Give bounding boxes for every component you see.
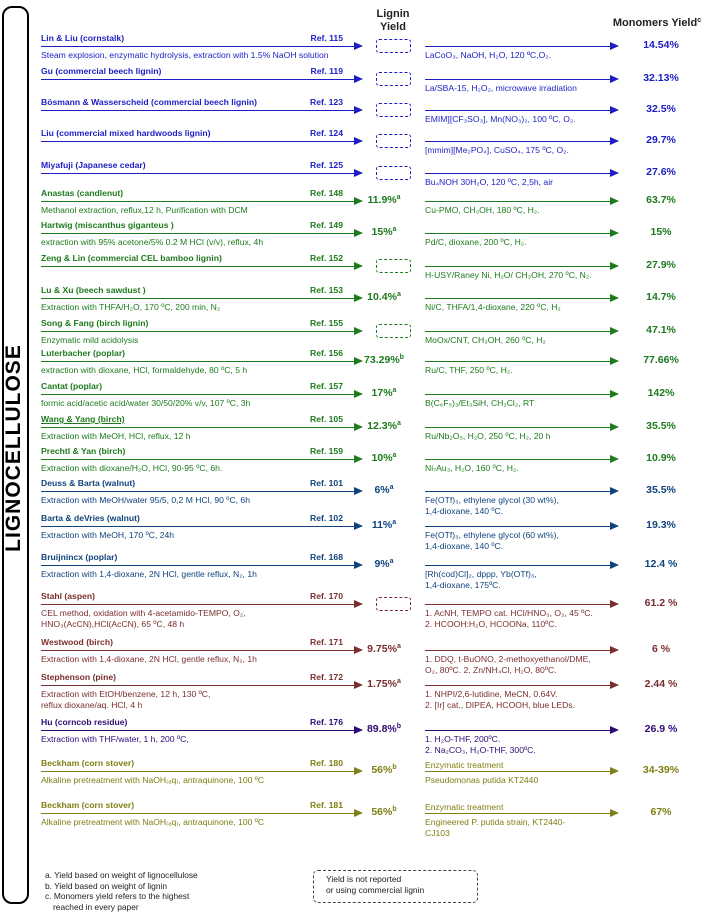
condition-text: [Rh(cod)Cl]₂, dppp, Yb(OTf)₃, (425, 569, 537, 579)
depolymerization-arrow (425, 685, 610, 686)
monomers-yield: 2.44 % (644, 678, 678, 690)
lignin-yield (345, 806, 423, 818)
lignin-yield (345, 558, 423, 570)
monomers-yield: 29.7% (646, 134, 676, 146)
depolymerization-arrow (425, 650, 610, 651)
extraction-text-2: HNO₃(AcCN),HCl(AcCN), 65 ºC, 48 h (41, 619, 185, 629)
depolymerization-arrow (425, 298, 610, 299)
monomers-yield: 142% (647, 387, 675, 399)
legend-line2: or using commercial lignin (326, 884, 425, 895)
lignin-yield-note: a (396, 643, 401, 650)
lignin-yield-note: a (396, 420, 401, 427)
lignin-yield (345, 643, 423, 655)
condition-text-2: 2. Na₂CO₃, H₂O-THF, 300ºC. (425, 745, 536, 755)
row-ref: Ref. 168 (310, 552, 343, 562)
lignin-yield (345, 764, 423, 776)
footnote-b: b. Yield based on weight of lignin (45, 880, 167, 891)
extraction-text: formic acid/acetic acid/water 30/50/20% v/v, 107 ºC, 3h (41, 398, 251, 408)
monomers-yield: 32.5% (646, 103, 676, 115)
monomers-yield: 6 % (651, 643, 671, 655)
row-name: Barta & deVries (walnut) (41, 513, 140, 523)
row-name: Westwood (birch) (41, 637, 113, 647)
yield-not-reported-box (376, 324, 411, 338)
monomers-yield-header-text: Monomers Yield (612, 17, 698, 29)
extraction-arrow (41, 394, 354, 395)
footnote-a: a. Yield based on weight of lignocellulose (45, 870, 198, 880)
condition-text: 1. AcNH, TEMPO cat. HCl/HNO₃, O₂, 45 ºC. (425, 608, 593, 618)
condition-text-2: 2. HCOOH:H₂O, HCOONa, 110ºC. (425, 619, 557, 629)
row-name: Bösmann & Wasserscheid (commercial beech lignin) (41, 97, 258, 107)
condition-above: Enzymatic treatment (425, 760, 504, 770)
row-ref: Ref. 180 (310, 758, 343, 768)
footnotes (45, 870, 198, 912)
extraction-arrow (41, 459, 354, 460)
extraction-text: Extraction with MeOH/water 95/5, 0,2 M HCl, 90 ºC, 6h (41, 495, 250, 505)
extraction-arrow (41, 141, 354, 142)
row-ref: Ref. 171 (310, 637, 343, 647)
lignin-yield-header-line2: Yield (380, 21, 406, 33)
monomers-yield-header-sup: c (697, 17, 702, 24)
lignin-yield-note: a (392, 387, 397, 394)
footnote-c: c. Monomers yield refers to the highest (45, 891, 190, 902)
condition-text-2: 1,4-dioxane, 140 ºC. (425, 506, 504, 516)
condition-text: Pd/C, dioxane, 200 ºC, H₂. (425, 237, 527, 247)
yield-not-reported-box (376, 103, 411, 117)
row-ref: Ref. 156 (310, 348, 343, 358)
depolymerization-arrow (425, 394, 610, 395)
condition-above: Enzymatic treatment (425, 802, 504, 812)
row-name: Anastas (candlenut) (41, 188, 124, 198)
depolymerization-arrow (425, 141, 610, 142)
monomers-yield: 34-39% (642, 764, 680, 776)
lignin-yield-value: 9% (374, 558, 390, 570)
lignin-yield-note: b (399, 354, 404, 361)
lignin-yield-value: 1.75% (367, 678, 397, 690)
row-ref: Ref. 149 (310, 220, 343, 230)
yield-not-reported-box (376, 72, 411, 86)
lignin-yield-note: a (389, 558, 394, 565)
lignin-yield-value: 10% (371, 452, 393, 464)
row-ref: Ref. 115 (310, 33, 343, 43)
condition-text-2: 2. [Ir] cat., DIPEA, HCOOH, blue LEDs. (425, 700, 575, 710)
monomers-yield: 19.3% (646, 519, 676, 531)
monomers-yield-header (602, 17, 710, 30)
lignin-yield-note: a (396, 678, 401, 685)
monomers-yield: 15% (650, 226, 672, 238)
row-name: Deuss & Barta (walnut) (41, 478, 136, 488)
lignin-yield (345, 484, 423, 496)
extraction-text: Extraction with EtOH/benzene, 12 h, 130 ºC, (41, 689, 211, 699)
depolymerization-arrow (425, 565, 610, 566)
monomers-yield: 35.5% (646, 420, 676, 432)
monomers-yield: 63.7% (646, 194, 676, 206)
yield-not-reported-box (376, 39, 411, 53)
condition-text: Fe(OTf)₃, ethylene glycol (30 wt%), (425, 495, 559, 505)
monomers-yield: 47.1% (646, 324, 676, 336)
condition-text-2: O₂, 80ºC. 2. Zn/NH₄Cl, H₂O, 80ºC. (425, 665, 557, 675)
lignin-yield-value: 9.75% (367, 643, 397, 655)
lignin-yield-note: a (389, 484, 394, 491)
extraction-arrow (41, 685, 354, 686)
extraction-text: Enzymatic mild acidolysis (41, 335, 139, 345)
extraction-text: Extraction with THFA/H₂O, 170 ºC, 200 min, N₂ (41, 302, 221, 312)
row-name: Stephenson (pine) (41, 672, 116, 682)
depolymerization-arrow (425, 604, 610, 605)
extraction-text: extraction with dioxane, HCl, formaldehyde, 80 ºC, 5 h (41, 365, 248, 375)
condition-text: [mmim][Me₂PO₄], CuSO₄, 175 ºC, O₂. (425, 145, 569, 155)
depolymerization-arrow (425, 79, 610, 80)
row-name: Lin & Liu (cornstalk) (41, 33, 125, 43)
condition-text: Ni/C, THFA/1,4-dioxane, 220 ºC, H₂ (425, 302, 561, 312)
row-name: Cantat (poplar) (41, 381, 103, 391)
row-ref: Ref. 123 (310, 97, 343, 107)
extraction-text: Alkaline pretreatment with NaOH₍ₐq₎, antraquinone, 100 ºC (41, 775, 265, 785)
extraction-arrow (41, 565, 354, 566)
row-ref: Ref. 102 (310, 513, 343, 523)
row-name: Luterbacher (poplar) (41, 348, 126, 358)
extraction-arrow (41, 79, 354, 80)
row-name: Beckham (corn stover) (41, 758, 135, 768)
extraction-text: Extraction with THF/water, 1 h, 200 ºC, (41, 734, 189, 744)
row-name: Liu (commercial mixed hardwoods lignin) (41, 128, 211, 138)
extraction-arrow (41, 427, 354, 428)
footnote-c-cont: reached in every paper (53, 901, 139, 912)
lignin-yield (345, 226, 423, 238)
monomers-yield: 67% (650, 806, 672, 818)
monomers-yield: 14.7% (646, 291, 676, 303)
extraction-arrow (41, 233, 354, 234)
extraction-text: Alkaline pretreatment with NaOH₍ₐq₎, antraquinone, 100 ºC (41, 817, 265, 827)
legend-box (313, 870, 478, 903)
extraction-arrow (41, 730, 354, 731)
condition-text: La/SBA-15, H₂O₂, microwave irradiation (425, 83, 577, 93)
extraction-arrow (41, 604, 354, 605)
row-ref: Ref. 101 (310, 478, 343, 488)
condition-text: 1. NHPI/2,6-lutidine, MeCN, 0.64V. (425, 689, 558, 699)
row-ref: Ref. 148 (310, 188, 343, 198)
condition-text: Bu₄NOH 30H₂O, 120 ºC, 2,5h, air (425, 177, 553, 187)
extraction-text: Extraction with MeOH, HCl, reflux, 12 h (41, 431, 191, 441)
condition-text: Engineered P. putida strain, KT2440- (425, 817, 566, 827)
lignin-yield (345, 420, 423, 432)
extraction-arrow (41, 46, 354, 47)
extraction-arrow (41, 771, 354, 772)
extraction-text: Extraction with dioxane/H₂O, HCl, 90-95 ºC, 6h. (41, 463, 223, 473)
monomers-yield: 26.9 % (644, 723, 678, 735)
monomers-yield: 10.9% (646, 452, 676, 464)
extraction-arrow (41, 331, 354, 332)
depolymerization-arrow (425, 427, 610, 428)
yield-not-reported-box (376, 597, 411, 611)
row-ref: Ref. 159 (310, 446, 343, 456)
lignin-yield-value: 56% (371, 806, 393, 818)
row-name: Lu & Xu (beech sawdust ) (41, 285, 146, 295)
row-ref: Ref. 119 (310, 66, 343, 76)
extraction-arrow (41, 491, 354, 492)
monomers-yield: 12.4 % (644, 558, 678, 570)
lignin-yield-note: a (396, 291, 401, 298)
row-ref: Ref. 125 (310, 160, 343, 170)
lignin-yield-note: a (392, 519, 397, 526)
lignin-yield (345, 723, 423, 735)
lignin-yield-value: 10.4% (367, 291, 397, 303)
extraction-text: Extraction with 1,4-dioxane, 2N HCl, gentle reflux, N₂, 1h (41, 654, 257, 664)
condition-text-2: 1,4-dioxane, 140 ºC. (425, 541, 504, 551)
monomers-yield: 27.6% (646, 166, 676, 178)
extraction-arrow (41, 110, 354, 111)
depolymerization-arrow (425, 813, 610, 814)
lignocellulose-label: LIGNOCELLULOSE (2, 344, 25, 552)
extraction-text: CEL method, oxidation with 4-acetamido-TEMPO, O₂, (41, 608, 246, 618)
depolymerization-arrow (425, 46, 610, 47)
condition-text: Ru/C, THF, 250 ºC, H₂. (425, 365, 513, 375)
lignin-yield-value: 11.9% (367, 194, 397, 206)
condition-text: EMIM][CF₃SO₃], Mn(NO₃)₂, 100 ºC, O₂. (425, 114, 576, 124)
row-name: Zeng & Lin (commercial CEL bamboo lignin) (41, 253, 222, 263)
depolymerization-arrow (425, 331, 610, 332)
condition-text: LaCoO₃, NaOH, H₂O, 120 ºC,O₂. (425, 50, 552, 60)
depolymerization-arrow (425, 201, 610, 202)
depolymerization-arrow (425, 491, 610, 492)
row-ref: Ref. 124 (310, 128, 343, 138)
extraction-arrow (41, 173, 354, 174)
row-name: Hu (corncob residue) (41, 717, 128, 727)
lignin-yield (345, 194, 423, 206)
lignin-yield-note: a (396, 194, 401, 201)
depolymerization-arrow (425, 110, 610, 111)
condition-text: Fe(OTf)₃, ethylene glycol (60 wt%), (425, 530, 559, 540)
lignin-yield-value: 56% (371, 764, 393, 776)
condition-text-2: CJ103 (425, 828, 450, 838)
condition-text: Ni₇Au₃, H₂O, 160 ºC, H₂. (425, 463, 519, 473)
lignin-yield (345, 519, 423, 531)
extraction-text-2: reflux dioxane/aq. HCl, 4 h (41, 700, 143, 710)
depolymerization-arrow (425, 233, 610, 234)
extraction-arrow (41, 298, 354, 299)
extraction-arrow (41, 650, 354, 651)
legend-line1: Yield is not reported (326, 874, 402, 884)
condition-text: Pseudomonas putida KT2440 (425, 775, 539, 785)
extraction-arrow (41, 813, 354, 814)
row-name: Beckham (corn stover) (41, 800, 135, 810)
depolymerization-arrow (425, 361, 610, 362)
lignin-yield (345, 387, 423, 399)
row-ref: Ref. 170 (310, 591, 343, 601)
depolymerization-arrow (425, 771, 610, 772)
depolymerization-arrow (425, 459, 610, 460)
condition-text: 1. H₂O-THF, 200ºC. (425, 734, 501, 744)
extraction-arrow (41, 266, 354, 267)
lignin-yield-value: 89.8% (366, 723, 397, 735)
extraction-text: Extraction with 1,4-dioxane, 2N HCl, gentle reflux, N₂, 1h (41, 569, 257, 579)
lignin-yield-header (362, 8, 424, 34)
lignin-yield (345, 452, 423, 464)
extraction-text: extraction with 95% acetone/5% 0.2 M HCl (v/v), reflux, 4h (41, 237, 264, 247)
lignin-yield (345, 354, 423, 366)
lignin-yield-value: 73.29% (364, 354, 400, 366)
row-name: Miyafuji (Japanese cedar) (41, 160, 146, 170)
lignin-yield-value: 17% (371, 387, 393, 399)
condition-text: Ru/Nb₂O₅, H₂O, 250 ºC, H₂, 20 h (425, 431, 551, 441)
lignin-yield-note: a (392, 452, 397, 459)
row-ref: Ref. 176 (310, 717, 343, 727)
lignin-yield-note: a (392, 226, 397, 233)
monomers-yield: 77.66% (643, 354, 679, 366)
row-ref: Ref. 181 (310, 800, 343, 810)
monomers-yield: 61.2 % (644, 597, 678, 609)
lignin-yield-header-line1: Lignin (376, 8, 410, 20)
condition-text: H-USY/Raney Ni, H₂O/ CH₃OH, 270 ºC, N₂. (425, 270, 592, 280)
row-name: Stahl (aspen) (41, 591, 95, 601)
yield-not-reported-box (376, 166, 411, 180)
lignin-yield-note: b (392, 764, 397, 771)
monomers-yield: 14.54% (643, 39, 679, 51)
row-name: Hartwig (miscanthus giganteus ) (41, 220, 174, 230)
extraction-arrow (41, 201, 354, 202)
lignin-yield-value: 15% (371, 226, 393, 238)
depolymerization-arrow (425, 730, 610, 731)
condition-text: Cu-PMO, CH₃OH, 180 ºC, H₂. (425, 205, 540, 215)
row-ref: Ref. 172 (310, 672, 343, 682)
condition-text-2: 1,4-dioxane, 175ºC. (425, 580, 501, 590)
yield-not-reported-box (376, 259, 411, 273)
row-ref: Ref. 152 (310, 253, 343, 263)
row-name: Bruijnincx (poplar) (41, 552, 118, 562)
row-ref: Ref. 105 (310, 414, 343, 424)
monomers-yield: 35.5% (646, 484, 676, 496)
monomers-yield: 27.9% (646, 259, 676, 271)
depolymerization-arrow (425, 173, 610, 174)
extraction-arrow (41, 526, 354, 527)
condition-text: 1. DDQ, t-BuONO, 2-methoxyethanol/DME, (425, 654, 591, 664)
monomers-yield: 32.13% (643, 72, 679, 84)
lignin-yield (345, 678, 423, 690)
condition-text: B(C₆F₅)₃/Et₃SiH, CH₂Cl₂, RT (425, 398, 535, 408)
lignin-yield-note: b (392, 806, 397, 813)
row-name: Song & Fang (birch lignin) (41, 318, 149, 328)
depolymerization-arrow (425, 266, 610, 267)
row-name: Gu (commercial beech lignin) (41, 66, 162, 76)
row-ref: Ref. 155 (310, 318, 343, 328)
lignin-yield-note: b (396, 723, 402, 730)
row-ref: Ref. 157 (310, 381, 343, 391)
row-name: Wang & Yang (birch) (41, 414, 125, 424)
row-name: Prechtl & Yan (birch) (41, 446, 126, 456)
extraction-text: Steam explosion, enzymatic hydrolysis, extraction with 1.5% NaOH solution (41, 50, 329, 60)
row-ref: Ref. 153 (310, 285, 343, 295)
lignin-yield (345, 291, 423, 303)
extraction-arrow (41, 361, 354, 362)
yield-not-reported-box (376, 134, 411, 148)
lignin-yield-value: 6% (374, 484, 390, 496)
condition-text: MoOx/CNT, CH₃OH, 260 ºC, H₂ (425, 335, 546, 345)
extraction-text: Methanol extraction, reflux,12 h, Purification with DCM (41, 205, 248, 215)
lignin-yield-value: 11% (371, 519, 393, 531)
depolymerization-arrow (425, 526, 610, 527)
lignin-yield-value: 12.3% (367, 420, 397, 432)
extraction-text: Extraction with MeOH, 170 ºC, 24h (41, 530, 175, 540)
